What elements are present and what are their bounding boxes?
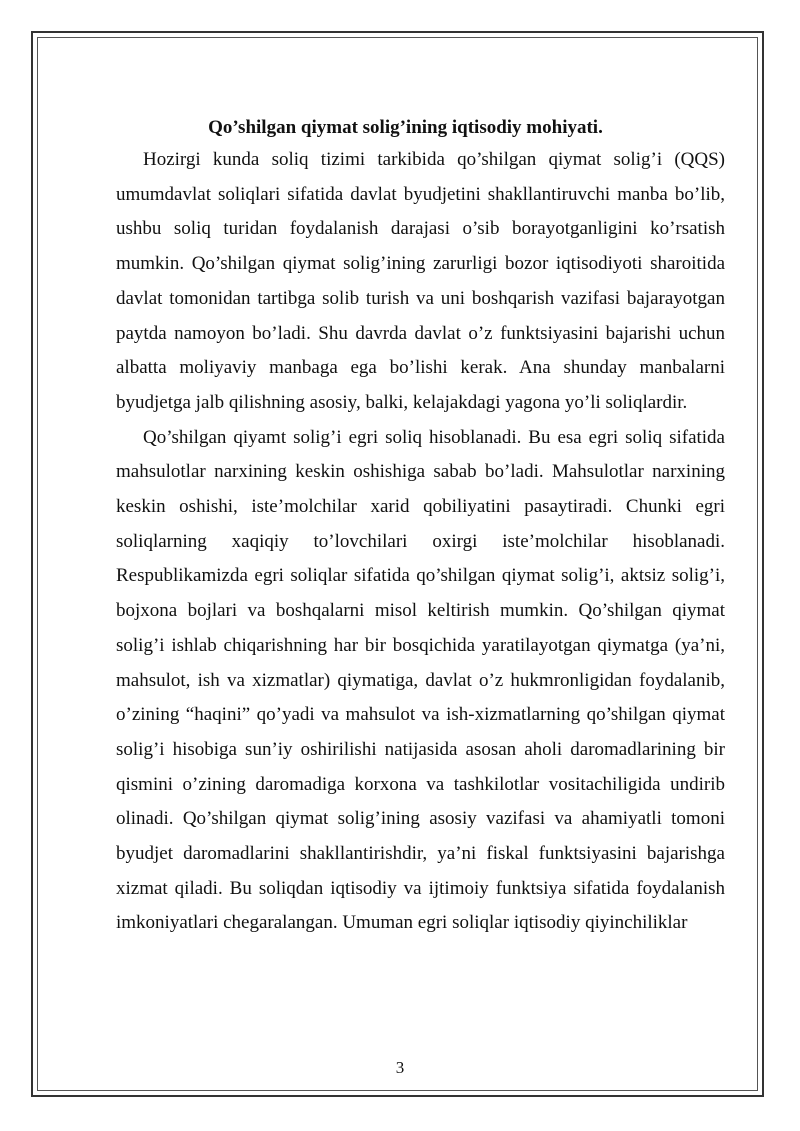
paragraph: Qo’shilgan qiyamt solig’i egri soliq hisoblanadi. Bu esa egri soliq sifatida mahsulotlar narxining keskin oshishiga sabab bo’ladi. Mahsulotlar narxining keskin oshishi, iste’molchilar xarid qobiliyatini pasaytiradi. Chunki egri soliqlarning xaqiqiy to’lovchilari oxirgi iste’molchilar hisoblanadi. Respublikamizda egri soliqlar sifatida qo’shilgan qiymat solig’i, aktsiz solig’i, bojxona bojlari va boshqalarni misol keltirish mumkin. Qo’shilgan qiymat solig’i ishlab chiqarishning har bir bosqichida yaratilayotgan qiymatga (ya’ni, mahsulot, ish va xizmatlar) qiymatiga, davlat o’z hukmronligidan foydalanib, o’zining “haqini” qo’yadi va mahsulot va ish-xizmatlarning qo’shilgan qiymat solig’i hisobiga sun’iy oshirilishi natijasida asosan aholi daromadlarining bir qismini o’zining daromadiga korxona va tashkilotlar vositachiligida undirib olinadi. Qo’shilgan qiymat solig’ining asosiy vazifasi va ahamiyatli tomoni byudjet daromadlarini shakllantirishdir, ya’ni fiskal funktsiyasini bajarishga xizmat qiladi. Bu soliqdan iqtisodiy va ijtimoiy funktsiya sifatida foydalanish imkoniyatlari chegaralangan. Umuman egri soliqlar iqtisodiy qiyinchiliklar — [116, 426, 725, 934]
document-body — [116, 113, 725, 941]
paragraph: Hozirgi kunda soliq tizimi tarkibida qo’shilgan qiymat solig’i (QQS) umumdavlat soliqlari sifatida davlat byudjetini shakllantiruvchi manba bo’lib, ushbu soliq turidan foydalanish darajasi o’sib borayotganligini ko’rsatish mumkin. Qo’shilgan qiymat solig’ining zarurligi bozor iqtisodiyoti sharoitida davlat tomonidan tartibga solib turish va uni boshqarish vazifasi bajarayotgan paytda namoyon bo’ladi. Shu davrda davlat o’z funktsiyasini bajarishi uchun albatta moliyaviy manbaga ega bo’lishi kerak. Ana shunday manbalarni byudjetga jalb qilishning asosiy, balki, kelajakdagi yagona yo’li soliqlardir. — [116, 149, 725, 413]
document-title: Qo’shilgan qiymat solig’ining iqtisodiy mohiyati. — [208, 117, 603, 138]
page-number: 3 — [395, 1058, 405, 1077]
